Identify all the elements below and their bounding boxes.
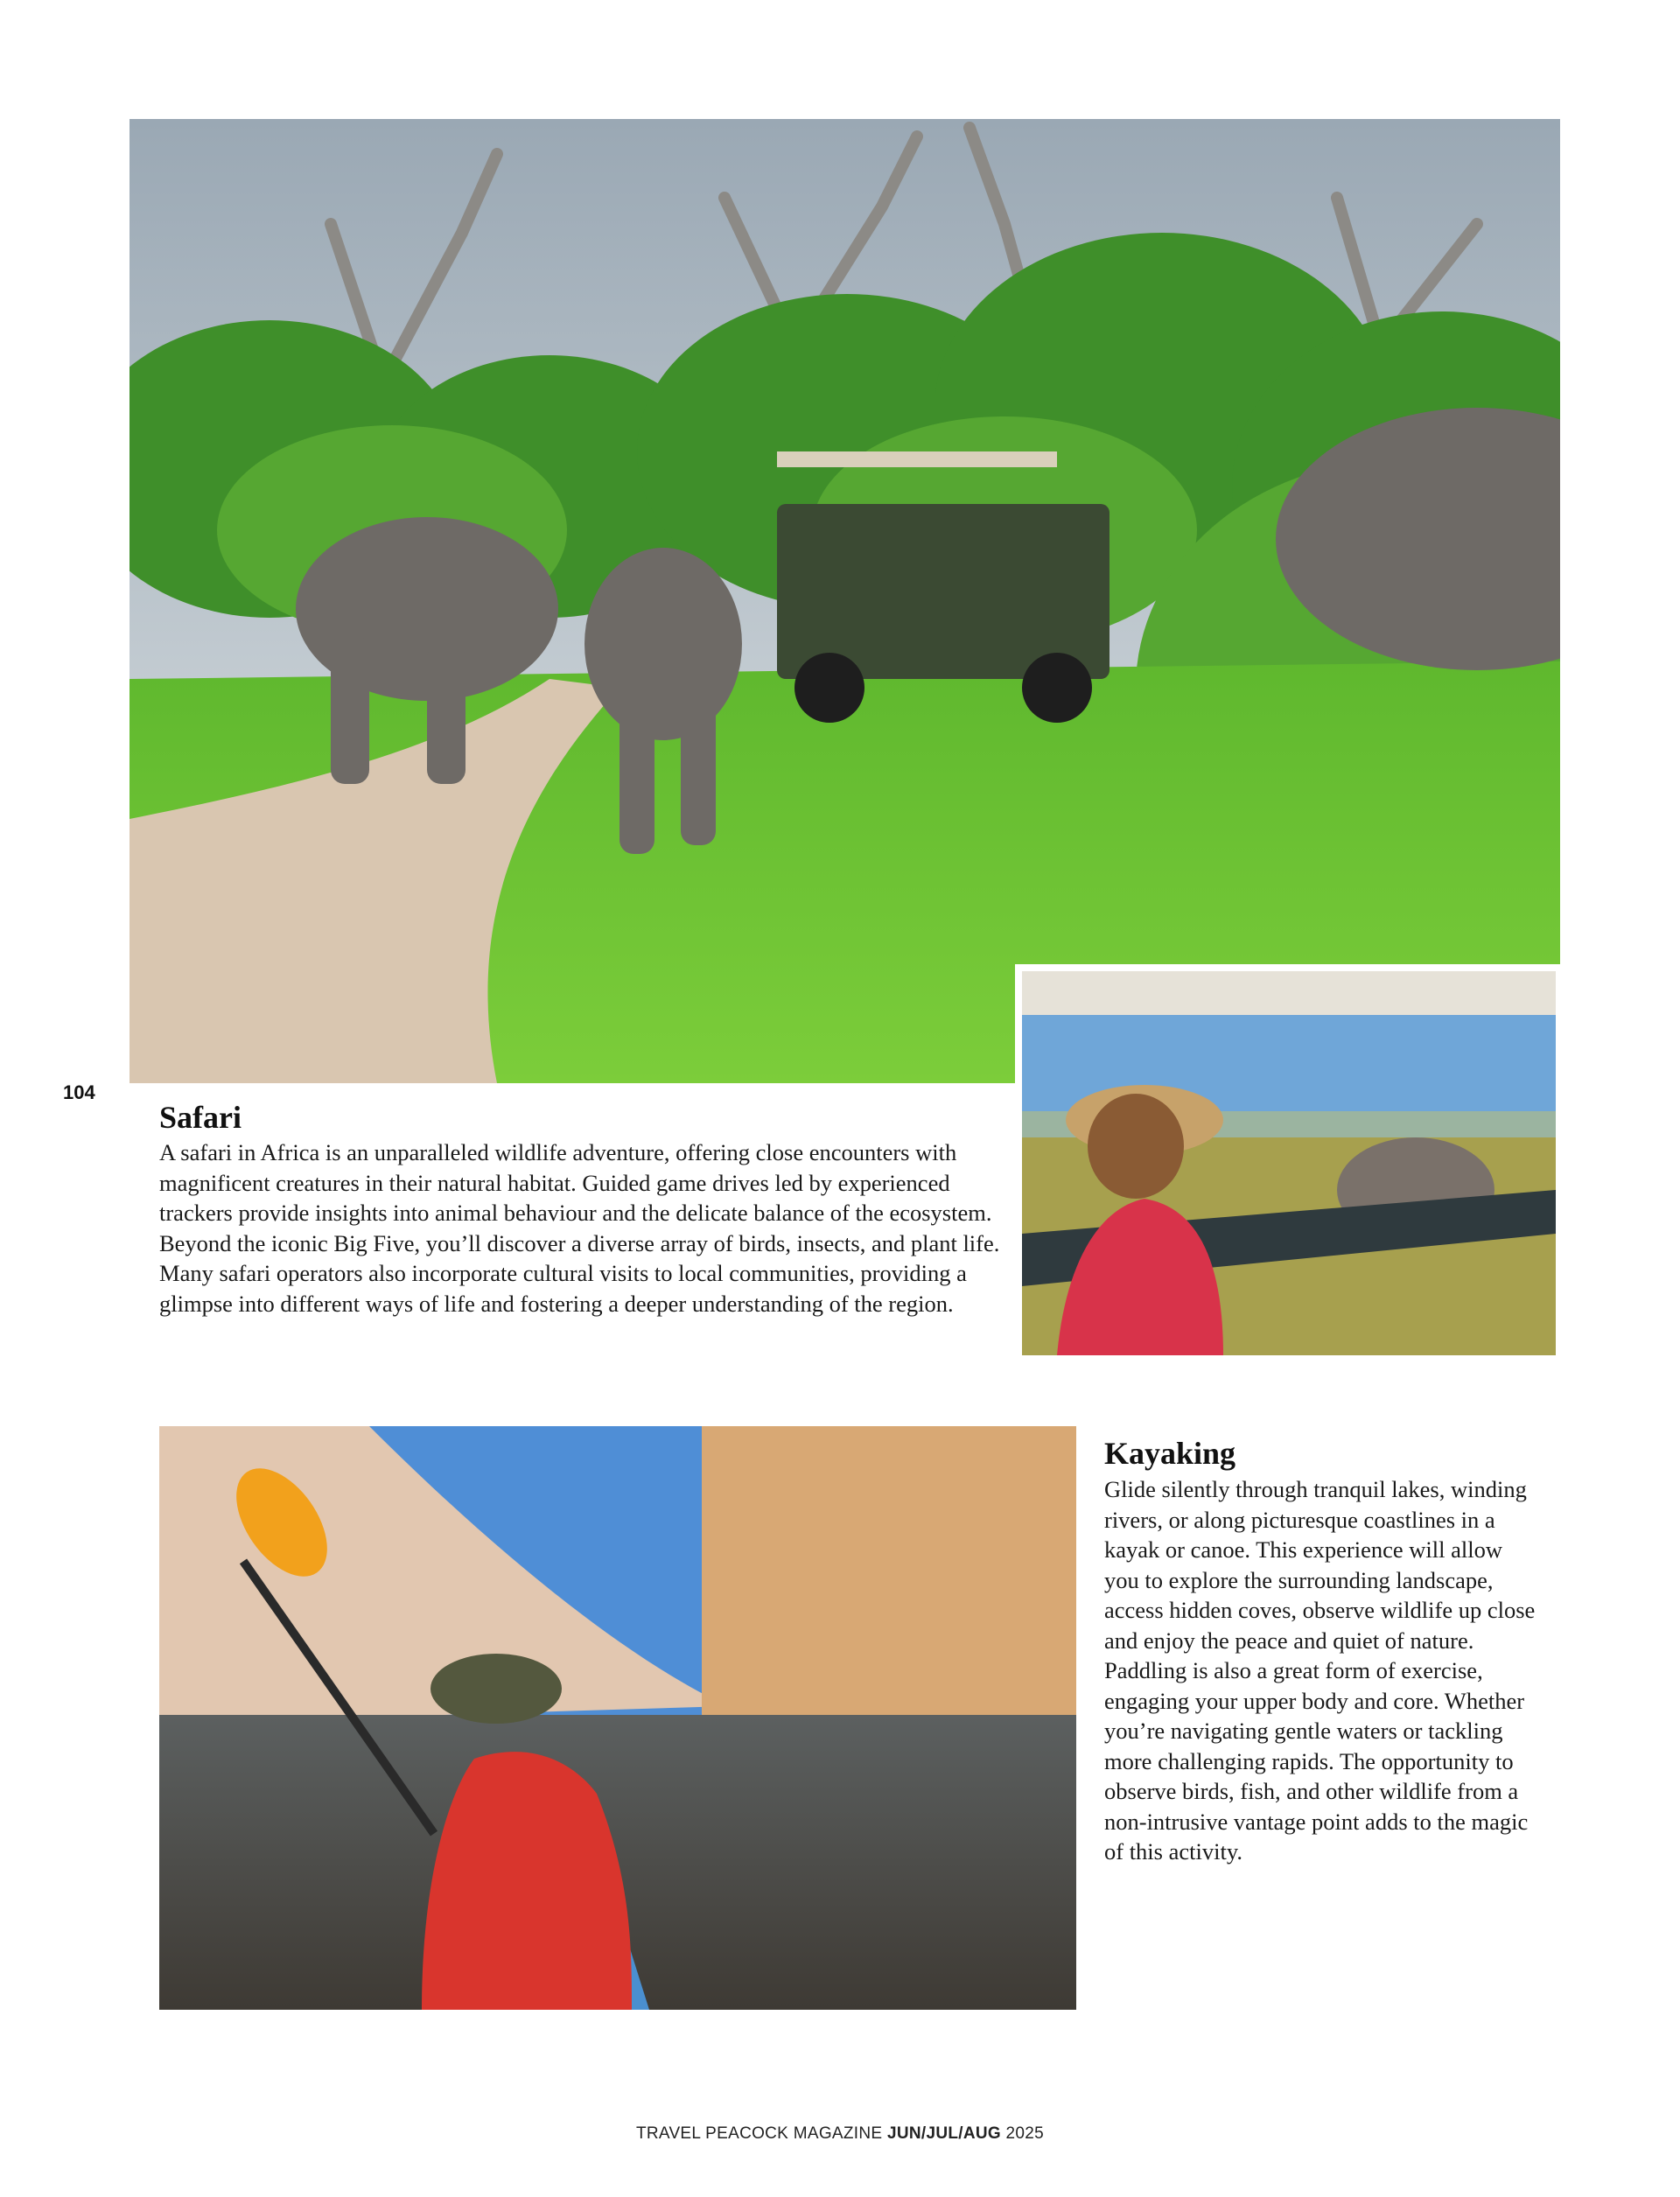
safari-paragraph: A safari in Africa is an unparalleled wildlife adventure, offering close encounters with magnificent creatures in their natural habitat. Guided game drives led by experienced trackers provide insights into animal behaviour and the delicate balance of the ecosystem. Beyond the iconic Big Five, you’ll discover a diverse array of birds, insects, and plant life. Many safari operators also incorporate cultural visits to local communities, providing a glimpse into different ways of life and fostering a deeper understanding of the region. — [159, 1139, 1000, 1317]
footer-issue: JUN/JUL/AUG — [886, 2124, 1001, 2143]
kayaking-heading: Kayaking — [1104, 1436, 1236, 1471]
kayaking-photo — [159, 1426, 1076, 2010]
page-footer — [0, 2124, 1680, 2144]
safari-main-photo — [130, 119, 1560, 1083]
footer-magazine-name: TRAVEL PEACOCK MAGAZINE — [635, 2124, 883, 2143]
kayaking-paragraph: Glide silently through tranquil lakes, winding rivers, or along picturesque coastlines in a kayak or canoe. This experience will allow you to explore the surrounding landscape, access hidden coves, observe wildlife up close and enjoy the peace and quiet of nature. Paddling is also a great form of exercise, engaging your upper body and core. Whether you’re navigating gentle waters or tackling more challenging rapids. The opportunity to observe birds, fish, and other wildlife from a non-intrusive vantage point adds to the magic of this activity. — [1104, 1476, 1536, 1865]
page-number: 104 — [63, 1081, 95, 1103]
safari-inset-photo — [1015, 964, 1563, 1362]
safari-heading: Safari — [159, 1100, 242, 1135]
footer-year: 2025 — [1005, 2124, 1045, 2143]
